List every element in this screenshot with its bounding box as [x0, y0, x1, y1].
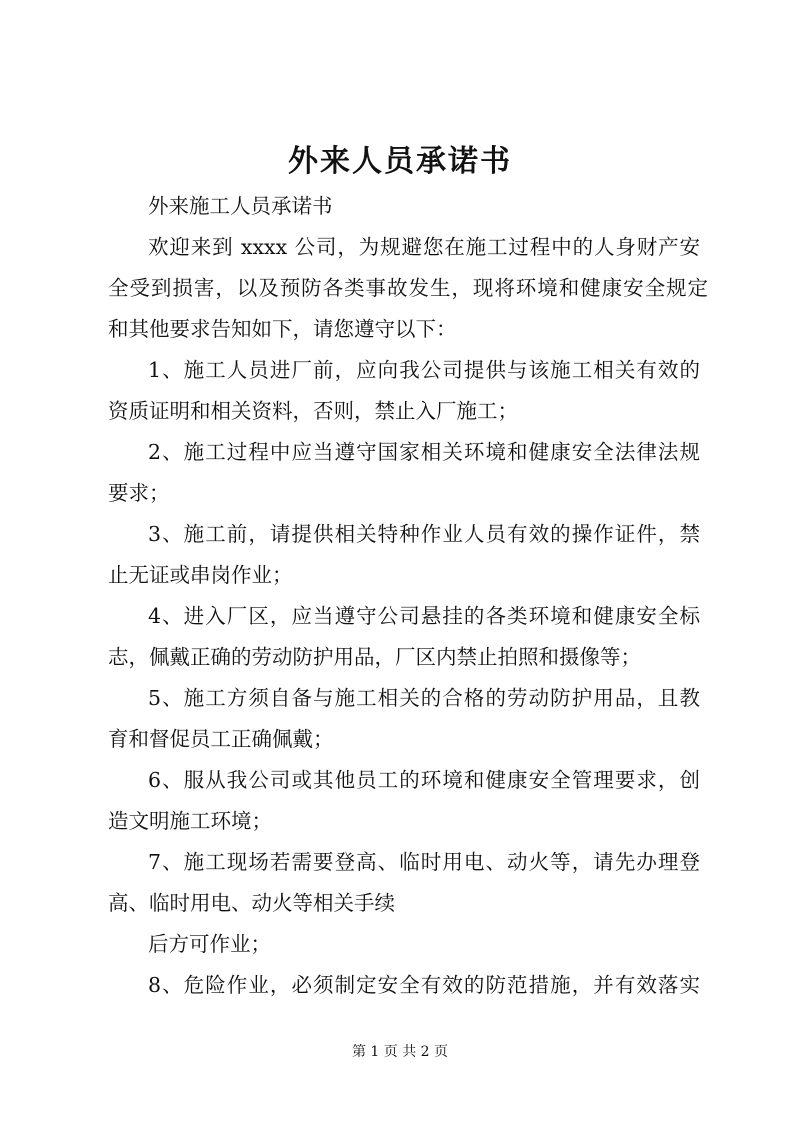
- paragraph-line: 全受到损害，以及预防各类事故发生，现将环境和健康安全规定: [108, 276, 708, 300]
- paragraph-line: 要求；: [108, 481, 170, 505]
- paragraph-line: 育和督促员工正确佩戴；: [108, 727, 334, 751]
- document-title: 外来人员承诺书: [288, 144, 512, 179]
- paragraph-line: 5、施工方须自备与施工相关的合格的劳动防护用品，且教: [148, 686, 700, 710]
- paragraph-line: 3、施工前，请提供相关特种作业人员有效的操作证件，禁: [148, 522, 700, 546]
- paragraph-line: 8、危险作业，必须制定安全有效的防范措施，并有效落实: [148, 973, 700, 997]
- paragraph-line: 和其他要求告知如下，请您遵守以下：: [108, 317, 457, 341]
- paragraph-line: 4、进入厂区，应当遵守公司悬挂的各类环境和健康安全标: [148, 604, 700, 628]
- paragraph-line: 志，佩戴正确的劳动防护用品，厂区内禁止拍照和摄像等；: [108, 645, 641, 669]
- paragraph-line: 欢迎来到 xxxx 公司，为规避您在施工过程中的人身财产安: [148, 235, 700, 259]
- paragraph-line: 后方可作业；: [148, 932, 271, 956]
- paragraph-line: 止无证或串岗作业；: [108, 563, 293, 587]
- paragraph-line: 2、施工过程中应当遵守国家相关环境和健康安全法律法规: [148, 440, 700, 464]
- paragraph-line: 7、施工现场若需要登高、临时用电、动火等，请先办理登: [148, 850, 700, 874]
- paragraph-line: 资质证明和相关资料，否则，禁止入厂施工；: [108, 399, 518, 423]
- paragraph-line: 6、服从我公司或其他员工的环境和健康安全管理要求，创: [148, 768, 700, 792]
- page-number-footer: 第 1 页 共 2 页: [351, 1044, 449, 1060]
- paragraph-line: 造文明施工环境；: [108, 809, 272, 833]
- subtitle-line: 外来施工人员承诺书: [148, 194, 333, 218]
- paragraph-line: 高、临时用电、动火等相关手续: [108, 891, 395, 915]
- paragraph-line: 1、施工人员进厂前，应向我公司提供与该施工相关有效的: [148, 358, 700, 382]
